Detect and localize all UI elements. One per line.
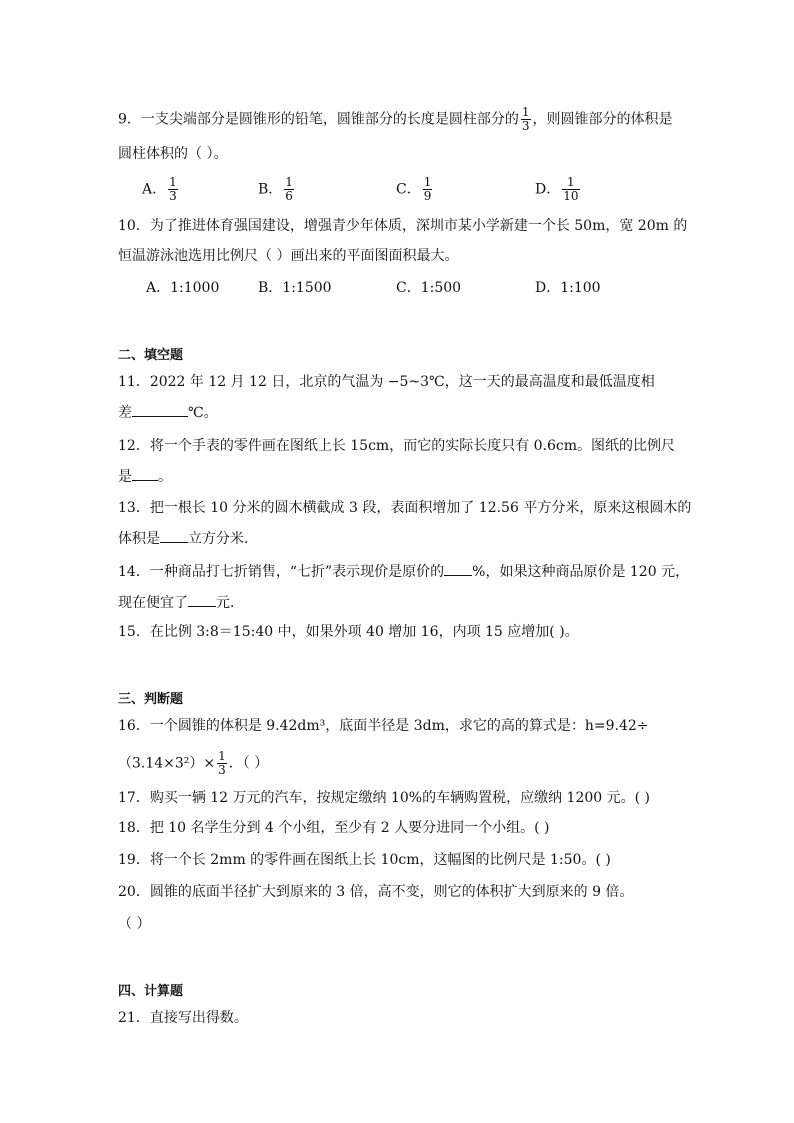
q11-text-b: ℃。 — [188, 405, 218, 421]
q9-line2: 圆柱体积的（ ）。 — [118, 146, 228, 162]
q14-text-c: 现在便宜了 — [118, 595, 188, 611]
frac-denominator: 9 — [423, 189, 432, 203]
q9-text-a: 9．一支尖端部分是圆锥形的铅笔，圆锥部分的长度是圆柱部分的 — [118, 111, 519, 128]
q9-option-d — [535, 176, 582, 203]
q9-text-b: ，则圆锥部分的体积是 — [532, 111, 673, 128]
section-heading-calculation: 四、计算题 — [118, 984, 184, 999]
q16-line2 — [118, 750, 268, 777]
q16-fraction — [217, 750, 227, 777]
section-heading-fill-in: 二、填空题 — [118, 348, 184, 363]
q14-text-b: %，如果这种商品原价是 120 元， — [472, 564, 690, 580]
q9-option-a — [142, 176, 180, 203]
q14-line1 — [118, 561, 689, 582]
q14-line2 — [118, 592, 244, 613]
frac-numerator: 1 — [169, 175, 177, 189]
q9-option-b — [258, 176, 296, 203]
frac-denominator: 3 — [169, 189, 177, 203]
answer-blank[interactable] — [132, 402, 188, 417]
frac-denominator: 10 — [563, 189, 579, 203]
frac-numerator: 1 — [423, 175, 432, 189]
q14-text-d: 元． — [216, 595, 244, 611]
option-fraction — [284, 176, 294, 203]
q19-line: 19．将一个长 2mm 的零件画在图纸上长 10cm，这幅图的比例尺是 1:50。( ) — [118, 852, 611, 868]
q9-option-c — [396, 176, 434, 203]
q10-option-d: D．1:100 — [535, 280, 601, 296]
option-fraction — [562, 176, 579, 203]
q17-line: 17．购买一辆 12 万元的汽车，按规定缴纳 10%的车辆购置税，应缴纳 1200 元。( ) — [118, 790, 650, 806]
q21-line: 21．直接写出得数。 — [118, 1010, 248, 1026]
q16-line1: 16．一个圆锥的体积是 9.42dm³，底面半径是 3dm，求它的高的算式是：h=9.42÷ — [118, 718, 649, 734]
q13-text-a: 体积是 — [118, 531, 160, 547]
option-label: D． — [535, 181, 561, 198]
q12-line2 — [118, 466, 172, 487]
q10-option-b: B．1:1500 — [258, 280, 332, 296]
frac-denominator: 3 — [218, 763, 226, 777]
q9-line1 — [118, 106, 673, 133]
q12-text-a: 是 — [118, 469, 132, 485]
q12-text-b: 。 — [158, 469, 172, 485]
option-fraction — [423, 176, 433, 203]
q9-frac-numerator: 1 — [521, 105, 530, 119]
q10-line2: 恒温游泳池选用比例尺（ ）画出来的平面图面积最大。 — [118, 248, 459, 264]
option-label: B． — [258, 181, 283, 198]
option-fraction — [168, 176, 178, 203]
q11-text-a: 差 — [118, 405, 132, 421]
q16-text-b: ．（ ） — [228, 755, 269, 772]
q16-text-a: （3.14×3²）× — [118, 755, 216, 772]
q9-fraction — [521, 106, 531, 133]
q14-text-a: 14．一种商品打七折销售，“七折”表示现价是原价的 — [118, 564, 445, 580]
q13-line1: 13．把一根长 10 分米的圆木横截成 3 段，表面积增加了 12.56 平方分米，原来这根圆木的 — [118, 500, 692, 516]
answer-blank[interactable] — [160, 528, 188, 543]
q20-line2: （ ） — [118, 916, 151, 932]
answer-blank[interactable] — [444, 561, 472, 576]
q15-line1: 15．在比例 3:8＝15:40 中，如果外项 40 增加 16，内项 15 应增加( )。 — [118, 624, 579, 640]
frac-denominator: 6 — [285, 189, 293, 203]
q9-frac-denominator: 3 — [521, 119, 530, 133]
q12-line1: 12．将一个手表的零件画在图纸上长 15cm，而它的实际长度只有 0.6cm。图纸的比例尺 — [118, 438, 676, 454]
answer-blank[interactable] — [188, 592, 216, 607]
q10-line1: 10．为了推进体育强国建设，增强青少年体质，深圳市某小学新建一个长 50m，宽 20m 的 — [118, 218, 688, 234]
q10-option-a: A．1:1000 — [146, 280, 220, 296]
q11-line1: 11．2022 年 12 月 12 日，北京的气温为 −5~3℃，这一天的最高温度和最低温度相 — [118, 374, 655, 390]
frac-numerator: 1 — [218, 749, 226, 763]
frac-numerator: 1 — [562, 176, 579, 190]
q18-line: 18．把 10 名学生分到 4 个小组，至少有 2 人要分进同一个小组。( ) — [118, 820, 550, 836]
q10-option-c: C．1:500 — [396, 280, 462, 296]
answer-blank[interactable] — [132, 466, 158, 481]
q13-line2 — [118, 528, 258, 549]
frac-numerator: 1 — [285, 175, 293, 189]
q20-line1: 20．圆锥的底面半径扩大到原来的 3 倍，高不变，则它的体积扩大到原来的 9 倍。 — [118, 884, 634, 900]
option-label: C． — [396, 181, 421, 198]
q13-text-b: 立方分米． — [188, 531, 258, 547]
option-label: A． — [142, 181, 167, 198]
q11-line2 — [118, 402, 218, 423]
section-heading-true-false: 三、判断题 — [118, 692, 184, 707]
